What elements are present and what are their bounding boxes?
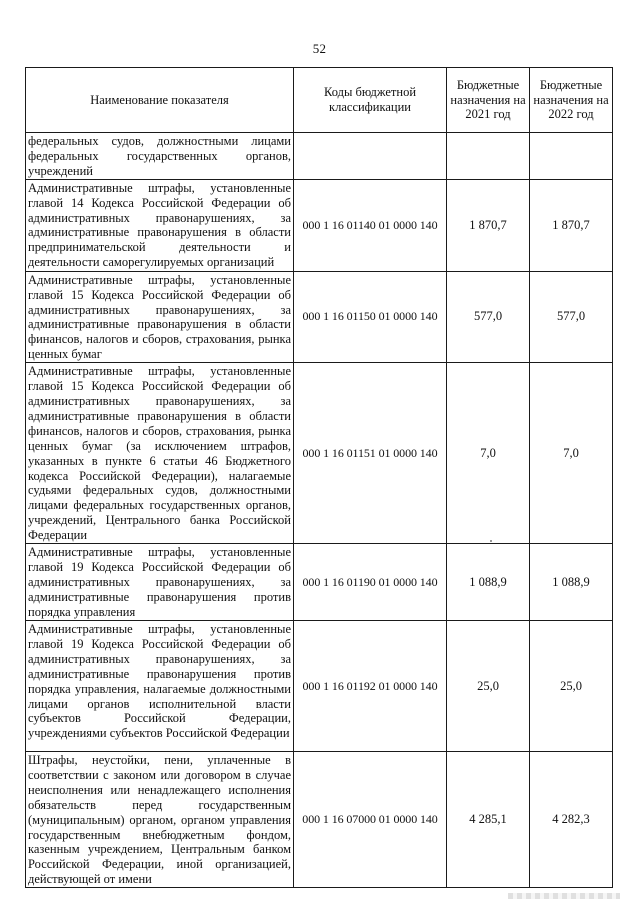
row-budget-code: 000 1 16 01190 01 0000 140	[294, 544, 447, 621]
table-row	[26, 133, 613, 180]
row-budget-code: 000 1 16 07000 01 0000 140	[294, 752, 447, 888]
row-value-2021: 577,0	[447, 271, 530, 362]
row-value-2021: 1 088,9	[447, 544, 530, 621]
row-value-2021: 1 870,7	[447, 179, 530, 271]
table-row	[26, 363, 613, 544]
row-indicator-name: Штрафы, неустойки, пени, уплаченные в соответствии с законом или договором в случае неисполнения или ненадлежащего исполнения обязательств перед государственным (муниципальным) органом, органом управления государственным внебюджетным фондом, казенным учреждением, Центральным банком Российской Федерации, иной организацией, действующей от имени	[26, 752, 294, 888]
table-row	[26, 544, 613, 621]
row-value-2022: 577,0	[530, 271, 613, 362]
row-indicator-name: Административные штрафы, установленные главой 19 Кодекса Российской Федерации об административных правонарушениях, за административные правонарушения против порядка управления, налагаемые должностными лицами органов исполнительной власти субъектов Российской Федерации, учреждениями субъектов Российской Федерации	[26, 621, 294, 752]
header-indicator-name: Наименование показателя	[26, 68, 294, 133]
row-value-2022: 7,0	[530, 363, 613, 544]
page-number: 52	[312, 41, 327, 56]
row-indicator-name: федеральных судов, должностными лицами федеральных государственных органов, учреждений	[26, 133, 294, 180]
row-indicator-name: Административные штрафы, установленные главой 19 Кодекса Российской Федерации об административных правонарушениях, за административные правонарушения против порядка управления	[26, 544, 294, 621]
row-value-2022: 1 870,7	[530, 179, 613, 271]
row-indicator-name: Административные штрафы, установленные главой 14 Кодекса Российской Федерации об административных правонарушениях, за административные правонарушения в области предпринимательской деятельности и деятельности саморегулируемых организаций	[26, 179, 294, 271]
header-budget-2021: Бюджетные назначения на 2021 год	[447, 68, 530, 133]
budget-table	[25, 67, 613, 888]
row-budget-code	[294, 133, 447, 180]
scan-footer-marks	[508, 893, 620, 899]
row-budget-code: 000 1 16 01150 01 0000 140	[294, 271, 447, 362]
scan-speck	[490, 540, 492, 542]
header-budget-code: Коды бюджетной классификации	[294, 68, 447, 133]
row-value-2022	[530, 133, 613, 180]
row-value-2021: 4 285,1	[447, 752, 530, 888]
table-row	[26, 621, 613, 752]
row-value-2021	[447, 133, 530, 180]
row-value-2022: 25,0	[530, 621, 613, 752]
table-row	[26, 752, 613, 888]
row-value-2022: 4 282,3	[530, 752, 613, 888]
table-row	[26, 271, 613, 362]
row-indicator-name: Административные штрафы, установленные главой 15 Кодекса Российской Федерации об административных правонарушениях, за административные правонарушения в области финансов, налогов и сборов, страхования, рынка ценных бумаг	[26, 271, 294, 362]
row-indicator-name: Административные штрафы, установленные главой 15 Кодекса Российской Федерации об административных правонарушениях, за административные правонарушения в области финансов, налогов и сборов, страхования, рынка ценных бумаг (за исключением штрафов, указанных в пункте 6 статьи 46 Бюджетного кодекса Российской Федерации), налагаемые судьями федеральных судов, должностными лицами федеральных государственных органов, учреждений, Центрального банка Российской Федерации	[26, 363, 294, 544]
row-budget-code: 000 1 16 01140 01 0000 140	[294, 179, 447, 271]
table-row	[26, 179, 613, 271]
row-budget-code: 000 1 16 01151 01 0000 140	[294, 363, 447, 544]
table-header-row	[26, 68, 613, 133]
row-value-2022: 1 088,9	[530, 544, 613, 621]
row-value-2021: 25,0	[447, 621, 530, 752]
row-budget-code: 000 1 16 01192 01 0000 140	[294, 621, 447, 752]
header-budget-2022: Бюджетные назначения на 2022 год	[530, 68, 613, 133]
row-value-2021: 7,0	[447, 363, 530, 544]
